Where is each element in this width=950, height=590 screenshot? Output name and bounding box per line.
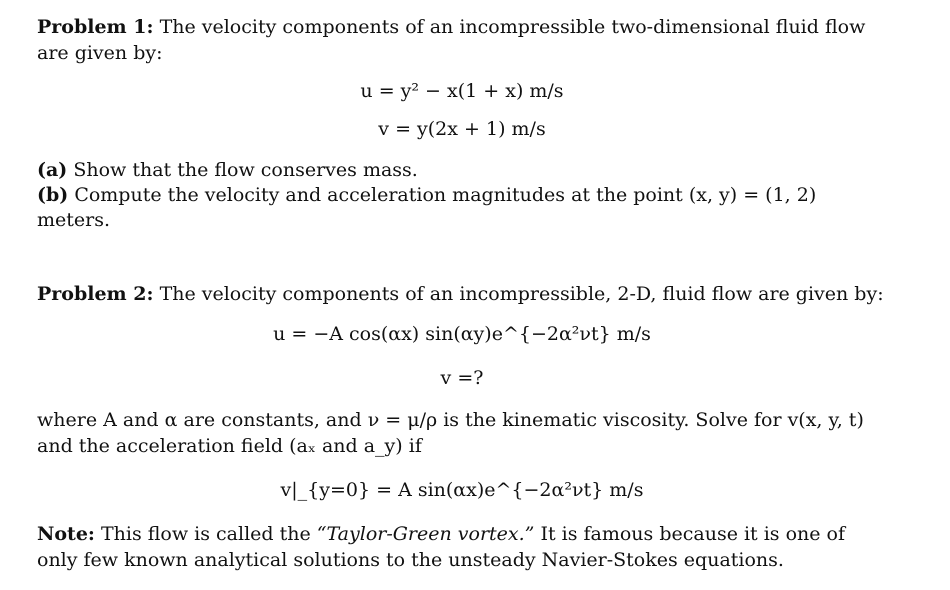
problem2-equation-u xyxy=(37,319,887,349)
note-quote: “Taylor-Green vortex.” xyxy=(316,523,535,545)
problem2-eq-u-text: u = −A cos(αx) sin(αy)e^{−2α²νt} m/s xyxy=(273,323,651,345)
part-a-label: (a) xyxy=(37,159,68,181)
problem2-intro xyxy=(37,281,887,307)
problem1-eq-v-text: v = y(2x + 1) m/s xyxy=(378,118,546,140)
part-b-text: Compute the velocity and acceleration magnitudes at the point (x, y) = (1, 2) meters. xyxy=(37,184,817,231)
note-paragraph xyxy=(37,521,887,573)
problem2-eq-bc-text: v|_{y=0} = A sin(αx)e^{−2α²νt} m/s xyxy=(280,479,644,501)
problem1-parts xyxy=(37,158,887,233)
problem2-equation-v xyxy=(37,365,887,391)
problem2-where xyxy=(37,407,887,459)
note-label: Note: xyxy=(37,523,95,545)
problem2-heading: Problem 2: xyxy=(37,283,154,305)
problem1-equation-v xyxy=(37,116,887,142)
problem2-where-text: where A and α are constants, and ν = μ/ρ is the kinematic viscosity. Solve for v(x, y, t) and the acceleration field (aₓ and a_y) if xyxy=(37,409,864,457)
problem1-part-a xyxy=(37,158,887,183)
part-b-label: (b) xyxy=(37,184,69,206)
problem2-intro-text: The velocity components of an incompressible, 2-D, fluid flow are given by: xyxy=(159,283,884,305)
note-text-after: It is famous because it is one of only few known analytical solutions to the unsteady Navier-Stokes equations. xyxy=(37,523,846,571)
problem1-heading: Problem 1: xyxy=(37,16,154,38)
note-text-before: This flow is called the xyxy=(100,523,311,545)
part-a-text: Show that the flow conserves mass. xyxy=(73,159,418,181)
problem1-equation-u xyxy=(37,78,887,104)
problem2-boundary-condition xyxy=(37,475,887,505)
problem1-eq-u-text: u = y² − x(1 + x) m/s xyxy=(360,80,564,102)
problem1-part-b xyxy=(37,183,887,233)
problem2-eq-v-text: v =? xyxy=(440,367,484,389)
problem1-intro xyxy=(37,14,887,66)
document-page xyxy=(37,14,887,573)
problem1-intro-text: The velocity components of an incompressible two-dimensional fluid flow are given by: xyxy=(37,16,866,64)
